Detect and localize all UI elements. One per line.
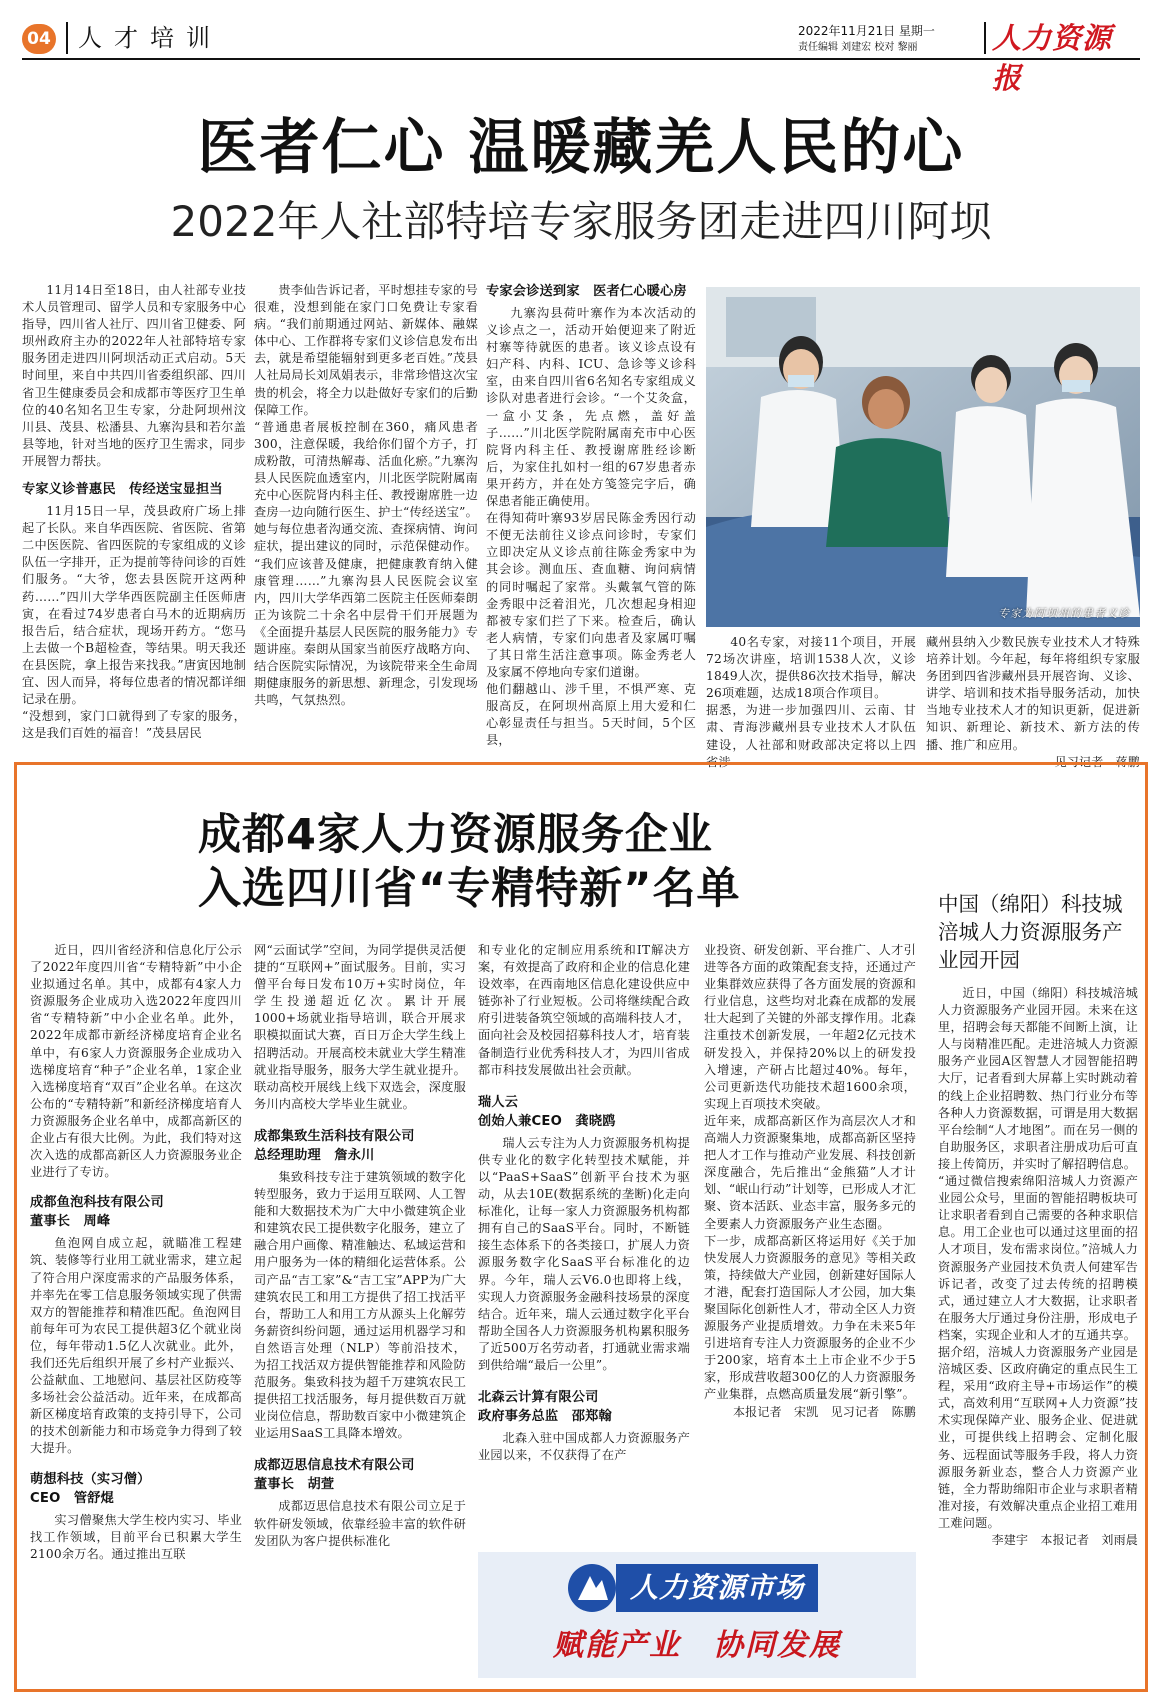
company-1-person: 董事长 周峰 [30, 1214, 111, 1230]
sidebar-title: 中国（绵阳）科技城涪城人力资源服务产业园开园 [938, 892, 1123, 972]
company-4-text-a: 成都迈思信息技术有限公司立足于软件研发领域，依靠经验丰富的软件研发团队为客户提供标准化 [254, 1499, 466, 1548]
medical-photo [706, 287, 1140, 627]
company-3-name: 成都集致生活科技有限公司 [254, 1128, 415, 1144]
sidebar-text: 近日，中国（绵阳）科技城涪城人力资源服务产业园开园。未来在这里，招聘会每天都能不间断上演，让人与岗精准匹配。走进涪城人力资源服务产业园A区智慧人才园智能招聘大厅，记者看到大屏幕上实时跳动着的线上企业招聘数、热门行业分布等各种人力资源数据，可谓是用大数据平台绘制“人才地图”。而在另一侧的自助服务区，求职者注册成功后可直接上传简历，并实时了解招聘信息。 “通过微信搜索绵阳涪城人力资源产业园公众号，里面的智能招聘板块可让求职者看到自己需要的各种求职信息。用工企业也可以通过这里面的招人才项目，发布需求岗位。”涪城人力资源服务产业园技术负责人何建军告诉记者，改变了过去传统的招聘模式，通过建立人才大数据，让求职者在服务大厅通过身份注册，形成电子档案，实现企业和人才的互通共享。 据介绍，涪城人力资源服务产业园是涪城区委、区政府确定的重点民生工程，采用“政府主导+市场运作”的模式，高效利用“互联网+人力资源”技术实现保障产业、服务企业、促进就业，可提供线上招聘会、定制化服务、远程面试等服务手段，将人力资源服务新业态，整合人力资源产业链，全力帮助绵阳市企业与求职者精准对接，有效解决重点企业招工难用工难问题。 [938, 986, 1138, 1530]
article2-byline: 本报记者 宋凯 见习记者 陈鹏 [732, 1404, 916, 1419]
paper-name: 人力资源报 [992, 21, 1113, 95]
masthead [22, 16, 1140, 95]
company-2-text-a: 实习僧聚焦大学生校内实习、毕业找工作领域，目前平台已积累大学生2100余万名。通过推出互联 [30, 1512, 242, 1561]
article2-column-4 [704, 942, 916, 1542]
sidebar-body [938, 985, 1138, 1682]
article1-column-1 [22, 282, 246, 752]
banner-title: 人力资源市场 [616, 1564, 818, 1612]
article2-column-1 [30, 942, 242, 1682]
article1-subheadline: 2022年人社部特培专家服务团走进四川阿坝 [170, 197, 992, 246]
company-2-person: CEO 管舒焜 [30, 1490, 115, 1506]
editor-credits: 责任编辑 刘建宏 校对 黎丽 [798, 42, 918, 53]
company-6-text-b: 业投资、研发创新、平台推广、人才引进等各方面的政策配套支持，还通过产业集群效应获得了各方面发展的资源和行业信息，这些均对北森在成都的发展壮大起到了关键的外部支撑作用。北森注重技术创新发展，一年超2亿元技术研发投入，并保持20%以上的研发投入增速，产研占比超过40%。每年，公司更新迭代功能技术超1600余项，实现上百项技术突破。 近年来，成都高新区作为高层次人才和高端人力资源聚集地，成都高新区坚持把人才工作与推动产业发展、科技创新深度融合，先后推出“金熊猫”人才计划、“岷山行动”计划等，已形成人才汇聚、资本活跃、业态丰富，服务多元的全要素人力资源服务产业生态圈。 下一步，成都高新区将运用好《关于加快发展人力资源服务的意见》等相关政策，持续做大产业园，创新建好国际人才港，配套打造国际人才公园，加大集聚国际化创新性人才，带动全区人力资源服务产业提质增效。力争在未来5年引进培育专注人力资源服务的企业不少于200家，培育本土上市企业不少于5家，形成营收超300亿的人力资源服务产业集群，点燃高质量发展“新引擎”。 [704, 943, 916, 1402]
company-1-name: 成都鱼泡科技有限公司 [30, 1195, 164, 1211]
company-4-person: 董事长 胡萱 [254, 1477, 335, 1493]
company-3-text: 集致科技专注于建筑领域的数字化转型服务，致力于运用互联网、人工智能和大数据技术为广大中小微建筑企业和建筑农民工提供数字化服务，建立了融合用户画像、精准触达、私域运营和用户服务为一体的精细化运营体系。公司产品“吉工家”&“吉工宝”APP为广大建筑农民工和用工方提供了招工找活平台，帮助工人和用工方从源头上化解劳务薪资纠纷问题，通过运用机器学习和自然语言处理（NLP）等前沿技术，为招工找活双方提供智能推荐和风险防范服务。集致科技为超千万建筑农民工提供招工找活服务，每月提供数百万就业岗位信息，帮助数百家中小微建筑企业运用SaaS工具降本增效。 [254, 1169, 466, 1441]
company-6-name: 北森云计算有限公司 [478, 1390, 599, 1406]
article1-intro: 11月14日至18日，由人社部专业技术人员管理司、留学人员和专家服务中心指导，四川省人社厅、四川省卫健委、阿坝州政府主办的2022年人社部特培专家服务团走进四川阿坝活动正式启动。5天时间里，来自中共四川省委组织部、四川省卫生健康委员会和成都市等医疗卫生单位的40名知名卫生专家，分赴阿坝州汶川县、茂县、松潘县、九寨沟县和若尔盖县等地，针对当地的医疗卫生需求，同步开展智力帮扶。 [22, 283, 246, 468]
company-2-text-b: 网“云面试学”空间，为同学提供灵活便捷的“互联网+”面试服务。目前，实习僧平台每日发布10万+实时岗位，年学生投递超近亿次。累计开展1000+场就业指导培训，联合开展求职模拟面试大赛，百日万企大学生线上招聘活动。开展高校未就业大学生精准就业指导服务，服务大学生就业提升。联动高校开展线上线下双选会，深度服务川内高校大学毕业生就业。 [254, 943, 466, 1111]
banner-slogan: 赋能产业 协同发展 [553, 1628, 841, 1663]
article1-column-5 [926, 634, 1140, 769]
company-1-text: 鱼泡网自成立起，就瞄准工程建筑、装修等行业用工就业需求，建立起了符合用户深度需求的产品服务体系，并率先在零工信息服务领域实现了供需双方的智能推荐和精准匹配。鱼泡网目前每年可为农民工提供超3亿个就业岗位，每年带动1.5亿人次就业。此外，我们还先后组织开展了乡村产业振兴、公益献血、工地慰问、基层社区防疫等多场社会公益活动。近年来，在成都高新区梯度培育政策的支持引导下，公司的技术创新能力和市场竞争力得到了较大提升。 [30, 1236, 242, 1456]
article1-subhead-1: 专家义诊普惠民 传经送宝显担当 [22, 482, 223, 498]
masthead-rule [22, 58, 1140, 60]
article1-subhead-2: 专家会诊送到家 医者仁心暖心房 [486, 284, 687, 299]
article1-column-3 [486, 282, 696, 752]
article1-column-4 [706, 634, 916, 769]
article2-column-2 [254, 942, 466, 1682]
article2-headline-line1: 成都4家人力资源服务企业 [198, 810, 713, 860]
company-5-person: 创始人兼CEO 龚晓鸥 [478, 1113, 616, 1129]
company-6-text-a: 北森入驻中国成都人力资源服务产业园以来，不仅获得了在产 [478, 1431, 690, 1463]
article1-col1-text: 11月15日一早，茂县政府广场上排起了长队。来自华西医院、省医院、省第二中医医院、省四医院的专家组成的义诊队伍一字排开，正为提前等待问诊的百姓们服务。“大爷，您去县医院开这两种药……”四川大学华西医院副主任医师唐寅，在看过74岁患者白马木的近期病历报告后，结合症状，现场开药方。“您马上去做一个B超检查，等结果。明天我还在县医院，拿上报告来找我。”唐寅因地制宜、因人而异，将每位患者的情况都详细记录在册。 “没想到，家门口就得到了专家的服务，这是我们百姓的福音！”茂县居民 [22, 504, 246, 741]
article2-column-3 [478, 942, 690, 1542]
banner-logo-icon [568, 1564, 616, 1612]
article2-headline-line2: 入选四川省“专精特新”名单 [198, 864, 741, 914]
market-banner [478, 1552, 916, 1678]
photo-illustration [706, 287, 1140, 627]
company-3-person: 总经理助理 詹永川 [254, 1147, 375, 1163]
page-number-badge: 04 [22, 24, 56, 54]
masthead-divider [984, 22, 986, 54]
sidebar-byline: 李建宇 本报记者 刘雨晨 [991, 1533, 1138, 1547]
company-5-name: 瑞人云 [478, 1094, 519, 1110]
article1-headline: 医者仁心 温暖藏羌人民的心 [197, 113, 965, 183]
article1-byline: 见习记者 蒋鹏 [1054, 754, 1140, 769]
article1-col2-text: 贵李仙告诉记者，平时想挂专家的号很难，没想到能在家门口免费让专家看病。“我们前期通过网站、新媒体、融媒体中心、工作群将专家们义诊信息发布出去，就是希望能辐射到更多老百姓。”茂县人社局局长刘凤娟表示，非常珍惜这次宝贵的机会，将全力以赴做好专家们的后勤保障工作。 “普通患者展板控制在360，痛风患者300，注意保暖，我给你们留个方子，打成粉散，可清热解毒、活血化瘀。”九寨沟县人民医院血透室内，川北医学院附属南充中心医院肾内科主任、教授谢席胜一边查房一边向随行医生、护士“传经送宝”。她与每位患者沟通交流、查探病情、询问症状，提出建议的同时，示范保健动作。 “我们应该普及健康，把健康教育纳入健康管理……”九寨沟县人民医院会议室内，四川大学华西第二医院主任医师秦朗正为该院二十余名中层骨干们开展题为《全面提升基层人民医院的服务能力》专题讲座。秦朗从国家当前医疗战略方向、结合医院实际情况，为该院带来全生命周期健康服务的新思想、新理念，引发现场共鸣，气氛热烈。 [254, 283, 478, 708]
company-4-text-b: 和专业化的定制应用系统和IT解决方案，有效提高了政府和企业的信息化建设效率，在西南地区信息化建设供应中链弥补了行业短板。公司将继续配合政府引进装备筑空领域的高端科技人才，面向社会及校园招募科技人才，培育装备制造行业优秀科技人才，为四川省成都市科技发展做出社会贡献。 [478, 943, 690, 1077]
article1-col4-text: 40名专家，对接11个项目，开展72场次讲座，培训1538人次，义诊1849人次，提供86次技术指导，解决26项难题，达成18项合作项目。 据悉，为进一步加强四川、云南、甘肃、青海涉藏州县专业技术人才队伍建设，人社部和财政部决定将以上四省涉 [706, 635, 916, 769]
section-title: 人才培训 [66, 22, 222, 54]
article1-column-2 [254, 282, 478, 752]
article1-col5-text: 藏州县纳入少数民族专业技术人才特殊培养计划。今年起，每年将组织专家服务团到四省涉藏州县开展咨询、义诊、讲学、培训和技术指导服务活动，加快当地专业技术人才的知识更新，促进新知识、新理论、新技术、新方法的传播、推广和应用。 [926, 635, 1140, 752]
article1-col3-text: 九寨沟县荷叶寨作为本次活动的义诊点之一，活动开始便迎来了附近村寨等待就医的患者。该义诊点设有妇产科、内科、ICU、急诊等义诊科室，由来自四川省6名知名专家组成义诊队对患者进行会诊。“一个艾灸盒，一盒小艾条，先点燃，盖好盖子……”川北医学院附属南充市中心医院肾内科主任、教授谢席胜经诊断后，为家住扎如村一组的67岁患者赤果开药方，并在处方笺签完字后，确保患者能正确使用。 在得知荷叶寨93岁居民陈金秀因行动不便无法前往义诊点问诊时，专家们立即决定从义诊点前往陈金秀家中为其会诊。测血压、查血糖、询问病情的同时嘱起了家常。头戴氧气管的陈金秀眼中泛着泪光，几次想起身相迎都被专家们拦了下来。检查后，确认老人病情，专家们向患者及家属叮嘱了其日常生活注意事项。陈金秀老人及家属不停地向专家们道谢。 他们翻越山、涉千里，不惧严寒、克服高反，在阿坝州高原上用大爱和仁心彰显责任与担当。5天时间，5个区县， [486, 306, 696, 748]
company-2-name: 萌想科技（实习僧） [30, 1471, 151, 1487]
company-5-text: 瑞人云专注为人力资源服务机构提供专业化的数字化转型技术赋能，并以“PaaS+SaaS”创新平台技术为驱动，从去10E(数据系统的垄断)化走向标准化，让每一家人力资源服务机构都拥有自己的SaaS平台。同时，不断链接生态体系下的各类接口，扩展人力资源服务数字化SaaS平台标准化的边界。今年，瑞人云V6.0也即将上线，实现人力资源服务金融科技场景的深度结合。近年来，瑞人云通过数字化平台帮助全国各人力资源服务机构累积服务了近500万名劳动者，打通就业需求端到供给端“最后一公里”。 [478, 1135, 690, 1372]
photo-caption: 专家为阿坝州的患者义诊 [998, 607, 1130, 620]
issue-date: 2022年11月21日 星期一 [798, 24, 935, 38]
company-6-person: 政府事务总监 邵郑翰 [478, 1409, 612, 1425]
company-4-name: 成都迈思信息技术有限公司 [254, 1458, 415, 1474]
article2-intro: 近日，四川省经济和信息化厅公示了2022年度四川省“专精特新”中小企业拟通过名单。其中，成都有4家人力资源服务企业成功入选2022年度四川省“专精特新”中小企业名单。此外，2022年成都市新经济梯度培育企业名单中，有6家人力资源服务企业成功入选梯度培育“种子”企业名单，1家企业入选梯度培育“双百”企业名单。在这次公布的“专精特新”和新经济梯度培育人力资源服务企业名单中，成都高新区的企业占有很大比例。为此，我们特对这次入选的成都高新区人力资源服务业企业进行了专访。 [30, 943, 242, 1180]
